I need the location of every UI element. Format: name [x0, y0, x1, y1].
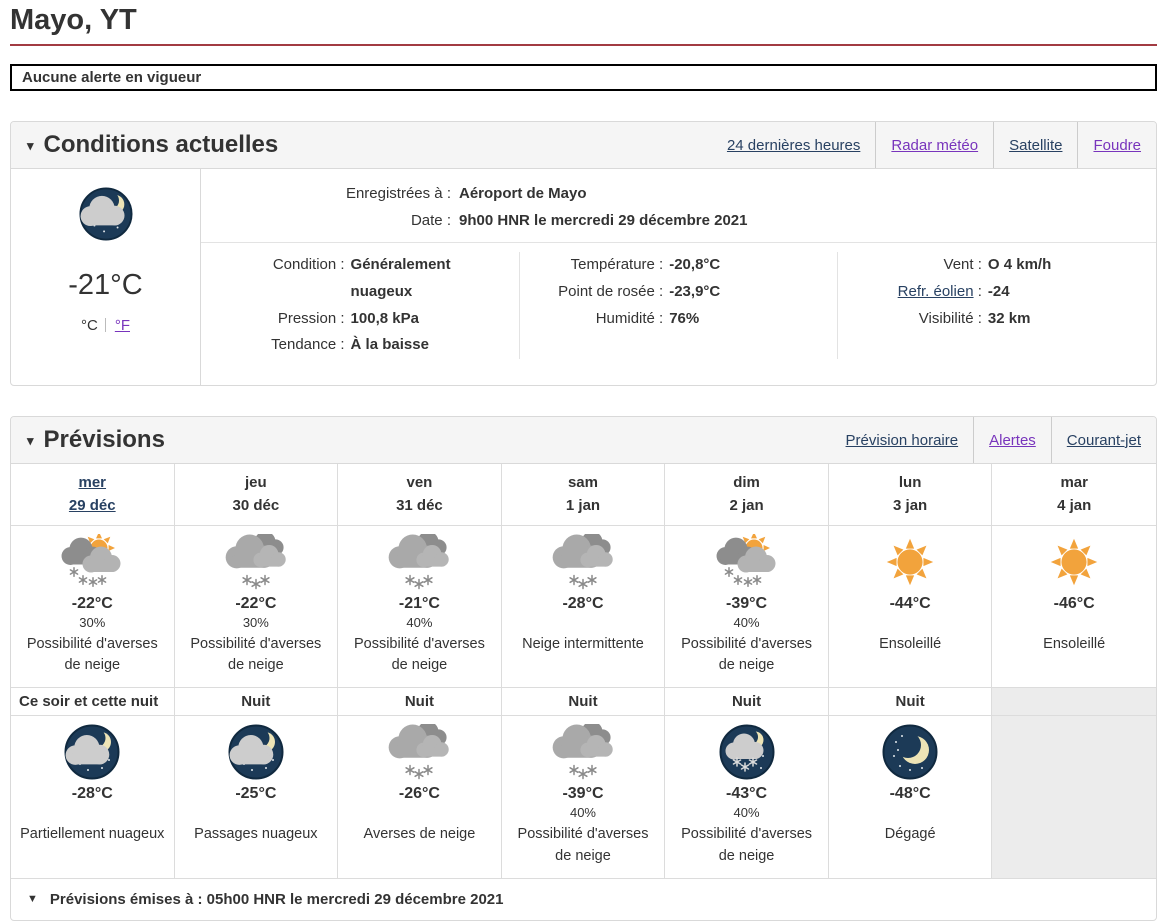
- forecast-table: [11, 464, 1156, 879]
- cloud-snow-icon: [344, 720, 495, 784]
- moon-cloud-icon: [181, 720, 332, 784]
- forecast-temperature: -46°C: [1053, 594, 1095, 612]
- pressure-label: Pression :: [277, 309, 345, 327]
- wind-chill-label: [844, 279, 982, 306]
- forecast-title[interactable]: [27, 417, 165, 463]
- day-name: sam: [567, 474, 598, 492]
- forecast-night-cell: [665, 716, 829, 879]
- link-item: [1051, 417, 1156, 463]
- forecast-night-cell: [175, 716, 339, 879]
- sun-cloud-snow-icon: [671, 530, 822, 594]
- forecast-pop: [998, 615, 1150, 634]
- cloud-snow-icon: [344, 530, 495, 594]
- caret-down-icon[interactable]: ▼: [27, 893, 38, 906]
- cloudy-night-icon: [11, 185, 200, 243]
- visibility-label: Visibilité :: [918, 309, 982, 327]
- night-label: Nuit: [175, 688, 339, 716]
- day-header-link[interactable]: [69, 471, 116, 518]
- alert-text: Aucune alerte en vigueur: [22, 69, 202, 86]
- day-name: ven: [406, 474, 433, 492]
- collapse-caret-icon[interactable]: ▾: [27, 137, 34, 153]
- forecast-pop: [835, 615, 986, 634]
- station-row: [201, 181, 1156, 208]
- details-column-1: [201, 252, 519, 359]
- forecast-pop: [508, 615, 659, 634]
- tendency-value: À la baisse: [350, 336, 429, 354]
- day-header-mar: [992, 464, 1156, 526]
- pressure-value: 100,8 kPa: [350, 309, 419, 327]
- forecast-condition: Neige intermittente: [522, 635, 644, 652]
- forecast-day-cell: [665, 526, 829, 689]
- detail-row: [526, 252, 832, 279]
- forecast-temperature: -22°C: [235, 594, 277, 612]
- page-title: Mayo, YT: [10, 4, 1157, 46]
- link-item: [1077, 122, 1156, 168]
- day-header-lun: [829, 464, 993, 526]
- forecast-pop: 40%: [406, 614, 433, 630]
- forecast-night-cell: [11, 716, 175, 879]
- detail-row: [526, 279, 832, 306]
- forecast-condition: Averses de neige: [363, 826, 476, 843]
- link-item: [712, 122, 875, 168]
- wind-value: O 4 km/h: [987, 256, 1052, 274]
- wind-chill-link[interactable]: Refr. éolien: [897, 283, 974, 301]
- link-alertes[interactable]: Alertes: [989, 431, 1036, 449]
- forecast-condition: Partiellement nuageux: [20, 826, 165, 843]
- current-conditions-panel: [10, 121, 1157, 386]
- unit-divider: [105, 318, 106, 332]
- day-date: 31 déc: [396, 497, 443, 515]
- forecast-temperature: -39°C: [562, 785, 604, 803]
- station-info: [201, 181, 1156, 243]
- current-conditions-links: [712, 122, 1156, 168]
- forecast-condition: Possibilité d'averses de neige: [26, 635, 158, 674]
- day-name: mar: [1060, 474, 1088, 492]
- current-conditions-header: [11, 122, 1156, 169]
- clear-moon-icon: [835, 720, 986, 784]
- forecast-day-cell: [992, 526, 1156, 689]
- day-date: 3 jan: [893, 497, 928, 515]
- moon-cloud-icon: [17, 720, 168, 784]
- forecast-day-cell: [502, 526, 666, 689]
- date-value: 9h00 HNR le mercredi 29 décembre 2021: [459, 211, 748, 229]
- forecast-temperature: -21°C: [398, 594, 440, 612]
- forecast-condition: Possibilité d'averses de neige: [681, 826, 813, 864]
- forecast-temperature: -44°C: [889, 594, 931, 612]
- temperature-label: Température :: [570, 256, 664, 274]
- forecast-title-text: Prévisions: [43, 426, 165, 454]
- wind-label: Vent :: [943, 256, 982, 274]
- detail-row: [207, 332, 513, 359]
- humidity-label: Humidité :: [595, 309, 664, 327]
- night-label-tonight: Ce soir et cette nuit: [11, 688, 175, 716]
- temperature-value: -20,8°C: [669, 256, 721, 274]
- details-column-3: [837, 252, 1156, 359]
- cloud-snow-icon: [181, 530, 332, 594]
- current-details-cell: [201, 169, 1156, 385]
- dew-point-value: -23,9°C: [669, 283, 721, 301]
- day-name: lun: [898, 474, 922, 492]
- detail-row: [844, 306, 1150, 333]
- detail-row: [526, 306, 832, 333]
- link-item: [993, 122, 1077, 168]
- unit-toggle: [11, 317, 200, 334]
- wind-chill-value: -24: [987, 283, 1010, 301]
- link-radar-meteo[interactable]: Radar météo: [891, 136, 979, 154]
- day-date: 4 jan: [1057, 497, 1092, 515]
- link-item: [973, 417, 1051, 463]
- day-header-sam: [502, 464, 666, 526]
- forecast-condition: Possibilité d'averses de neige: [190, 635, 322, 674]
- moon-cloud-snow-icon: [671, 720, 822, 784]
- forecast-temperature: -39°C: [726, 594, 768, 612]
- link-prevision-horaire[interactable]: Prévision horaire: [845, 431, 959, 449]
- forecast-temperature: -28°C: [71, 785, 113, 803]
- day-name: mer: [78, 474, 107, 492]
- day-date: 29 déc: [68, 497, 116, 515]
- forecast-day-cell: [338, 526, 502, 689]
- link-24-dernieres-heures[interactable]: 24 dernières heures: [726, 136, 861, 154]
- link-item: [831, 417, 974, 463]
- night-label: Nuit: [338, 688, 502, 716]
- day-name: jeu: [245, 474, 267, 492]
- alert-banner: [10, 64, 1157, 91]
- forecast-pop: [835, 805, 986, 824]
- dew-point-label: Point de rosée :: [558, 283, 664, 301]
- forecast-panel: [10, 416, 1157, 921]
- page-container: [0, 4, 1169, 921]
- day-date: 30 déc: [232, 497, 280, 515]
- forecast-day-cell: [175, 526, 339, 689]
- forecast-issued-text: Prévisions émises à : 05h00 HNR le mercredi 29 décembre 2021: [49, 890, 504, 908]
- forecast-links: [831, 417, 1156, 463]
- detail-row: [207, 306, 513, 333]
- current-conditions-title-text: Conditions actuelles: [43, 131, 279, 158]
- day-header-ven: [338, 464, 502, 526]
- night-label: Nuit: [829, 688, 993, 716]
- forecast-condition: Ensoleillé: [879, 635, 942, 652]
- detail-row: [844, 252, 1150, 279]
- current-conditions-body: [11, 169, 1156, 385]
- day-header-mer: [11, 464, 175, 526]
- cloud-snow-icon: [508, 530, 659, 594]
- sun-icon: [998, 530, 1150, 594]
- forecast-temperature: -48°C: [889, 785, 931, 803]
- day-date: 2 jan: [729, 497, 764, 515]
- unit-fahrenheit-link[interactable]: °F: [114, 317, 130, 334]
- current-details-columns: [201, 243, 1156, 385]
- sun-cloud-snow-icon: [17, 530, 168, 594]
- forecast-pop: [344, 805, 495, 824]
- night-label: Nuit: [502, 688, 666, 716]
- tendency-label: Tendance :: [271, 336, 345, 354]
- sun-icon: [835, 530, 986, 594]
- forecast-pop: [181, 805, 332, 824]
- current-summary-cell: [11, 169, 201, 385]
- forecast-pop: 40%: [569, 805, 596, 821]
- recorded-at-label: Enregistrées à :: [345, 185, 451, 202]
- forecast-pop: 30%: [242, 614, 269, 630]
- forecast-temperature: -28°C: [562, 594, 604, 612]
- forecast-day-cell: [11, 526, 175, 689]
- forecast-pop: [17, 805, 168, 824]
- station-row: [201, 208, 1156, 235]
- condition-label: Condition :: [272, 256, 345, 274]
- visibility-value: 32 km: [987, 309, 1031, 327]
- forecast-pop: 30%: [79, 614, 106, 630]
- forecast-temperature: -26°C: [398, 785, 440, 803]
- link-item: [875, 122, 993, 168]
- link-courant-jet[interactable]: Courant-jet: [1066, 431, 1141, 449]
- condition-value: Généralement nuageux: [350, 256, 451, 301]
- forecast-condition: Passages nuageux: [194, 826, 318, 843]
- forecast-night-cell: [829, 716, 993, 879]
- forecast-pop: 40%: [733, 614, 760, 630]
- humidity-value: 76%: [669, 309, 700, 327]
- link-foudre[interactable]: Foudre: [1093, 136, 1141, 154]
- current-conditions-title[interactable]: [27, 122, 278, 168]
- day-name: dim: [733, 474, 760, 492]
- forecast-night-cell: [502, 716, 666, 879]
- collapse-caret-icon[interactable]: ▾: [27, 432, 34, 448]
- detail-row: [844, 279, 1150, 306]
- forecast-temperature: -22°C: [71, 594, 113, 612]
- wind-chill-colon: :: [973, 283, 982, 301]
- forecast-pop: 40%: [733, 805, 760, 821]
- date-label: Date :: [410, 211, 451, 229]
- forecast-issued-summary[interactable]: [11, 879, 1156, 920]
- forecast-night-cell-empty: [992, 716, 1156, 879]
- forecast-night-cell: [338, 716, 502, 879]
- night-label: Nuit: [665, 688, 829, 716]
- forecast-condition: Dégagé: [884, 826, 936, 843]
- detail-row: [207, 252, 513, 305]
- forecast-condition: Possibilité d'averses de neige: [353, 635, 485, 674]
- link-satellite[interactable]: Satellite: [1009, 136, 1063, 154]
- details-column-2: [519, 252, 838, 359]
- forecast-day-cell: [829, 526, 993, 689]
- day-header-dim: [665, 464, 829, 526]
- recorded-at-value: Aéroport de Mayo: [459, 185, 587, 202]
- forecast-condition: Possibilité d'averses de neige: [517, 826, 649, 864]
- forecast-temperature: -25°C: [235, 785, 277, 803]
- forecast-header: [11, 417, 1156, 464]
- current-temperature: -21°C: [68, 269, 143, 301]
- forecast-condition: Ensoleillé: [1043, 635, 1106, 652]
- day-header-jeu: [175, 464, 339, 526]
- forecast-condition: Possibilité d'averses de neige: [681, 635, 813, 674]
- day-date: 1 jan: [565, 497, 601, 515]
- cloud-snow-icon: [508, 720, 659, 784]
- unit-celsius: °C: [80, 317, 98, 334]
- night-label-empty: [992, 688, 1156, 716]
- forecast-temperature: -43°C: [726, 785, 768, 803]
